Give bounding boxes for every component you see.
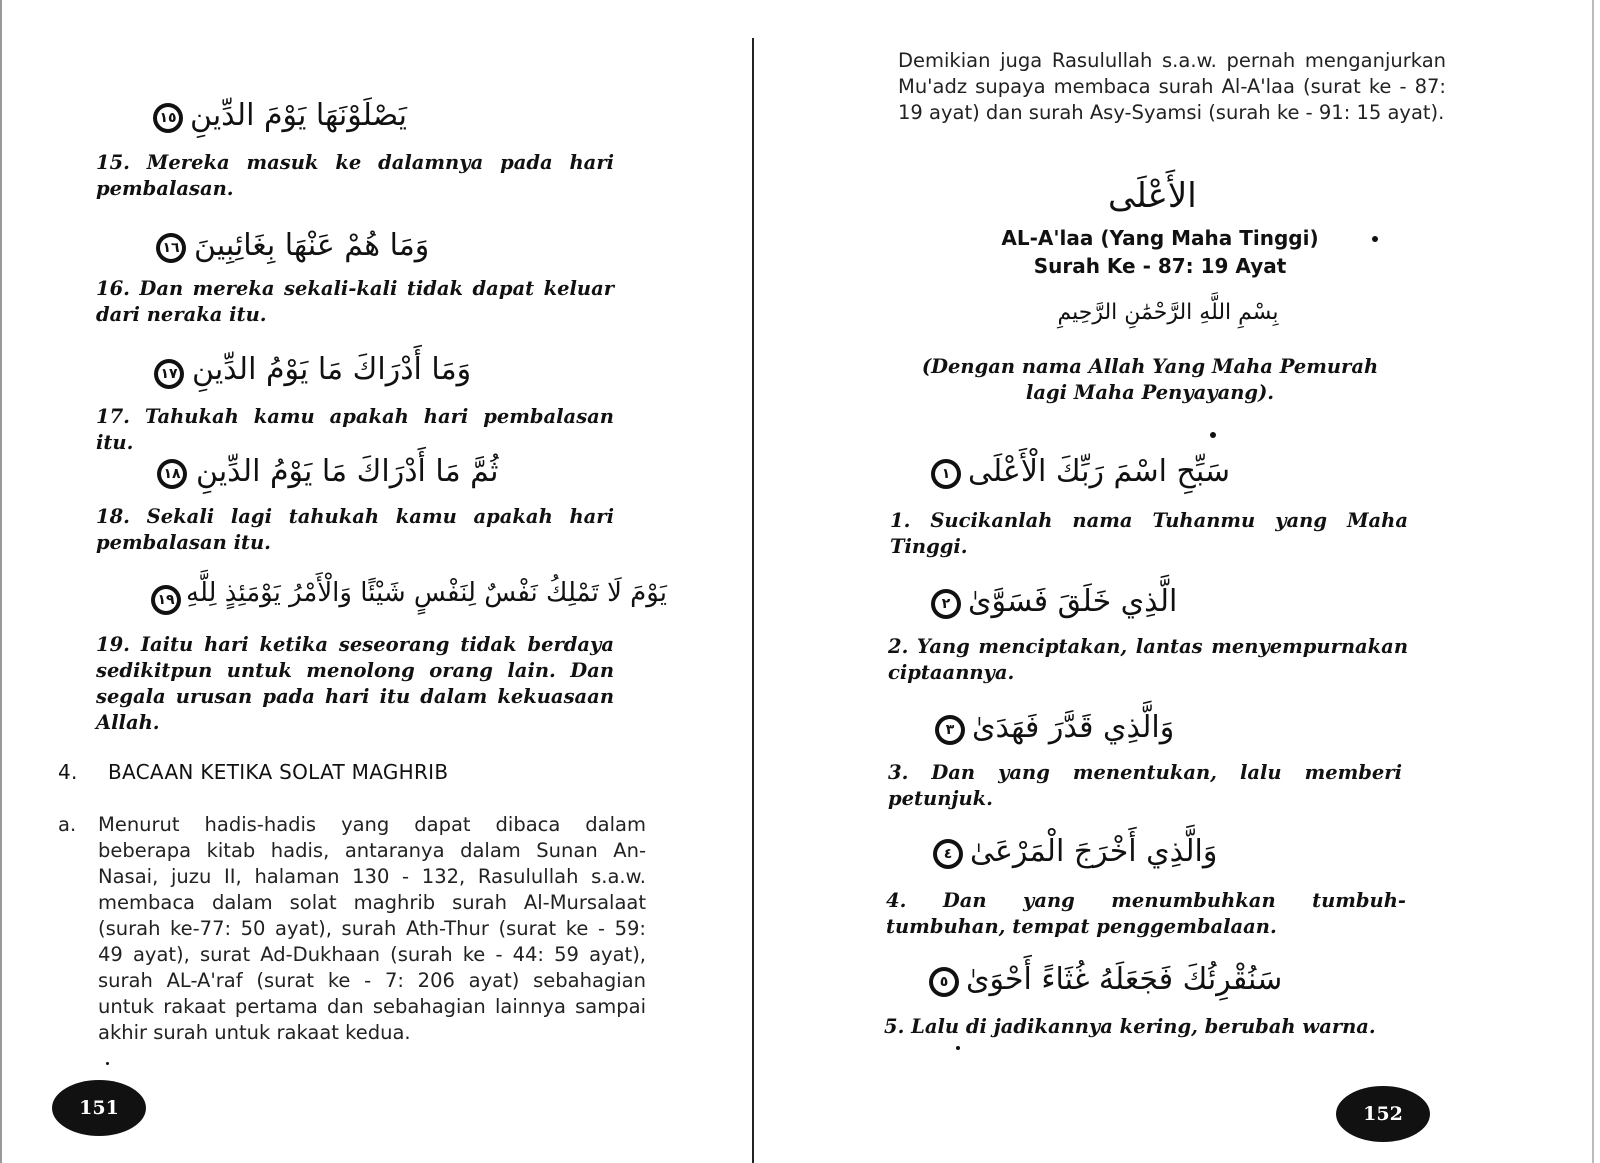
section-number: 4.: [58, 760, 78, 784]
intro-paragraph: Demikian juga Rasulullah s.a.w. pernah menganjurkan Mu'adz supaya membaca surah Al-A'laa (surat ke - 87: 19 ayat) dan surah Asy-Syamsi (surah ke - 91: 15 ayat).: [898, 49, 1446, 124]
surah-title: AL-A'laa (Yang Maha Tinggi): [1001, 226, 1319, 250]
basmalah-translation: (Dengan nama Allah Yang Maha Pemurah lagi Maha Penyayang).: [921, 355, 1379, 404]
item-label: a.: [58, 813, 77, 836]
ayah-marker: ١٩: [150, 584, 182, 616]
verse-translation: 1. Sucikanlah nama Tuhanmu yang Maha Tinggi.: [890, 509, 1408, 558]
page-edge-left: [0, 0, 2, 1163]
ayah-marker: ٣: [934, 714, 966, 746]
arabic-verse: الَّذِي خَلَقَ فَسَوَّىٰ: [968, 584, 1178, 619]
basmalah: بِسْمِ اللَّهِ الرَّحْمَٰنِ الرَّحِيمِ: [1057, 300, 1279, 325]
verse-translation: 4. Dan yang menumbuhkan tumbuh-tumbuhan, tempat penggembalaan.: [886, 889, 1406, 938]
ayah-marker: ١٥: [152, 102, 184, 134]
verse-translation: 2. Yang menciptakan, lantas menyempurnakan ciptaannya.: [888, 635, 1408, 684]
speck: [106, 1062, 109, 1065]
ayah-marker: ١٧: [153, 358, 185, 390]
verse-translation: 16. Dan mereka sekali-kali tidak dapat keluar dari neraka itu.: [96, 277, 614, 326]
arabic-verse: ثُمَّ مَا أَدْرَاكَ مَا يَوْمُ الدِّينِ: [196, 454, 499, 489]
item-paragraph: Menurut hadis-hadis yang dapat dibaca dalam beberapa kitab hadis, antaranya dalam Sunan An-Nasai, juzu II, halaman 130 - 132, Rasulullah s.a.w. membaca dalam solat maghrib surah Al-Mursalaat (surah ke-77: 50 ayat), surah Ath-Thur (surat ke - 59: 49 ayat), surat Ad-Dukhaan (surah ke - 44: 59 ayat), surah AL-A'raf (surat ke - 7: 206 ayat) sebahagian untuk rakaat pertama dan sebahagian lainnya sampai akhir surah untuk rakaat kedua.: [98, 813, 646, 1044]
surah-name-arabic: الأَعْلَى: [1108, 176, 1197, 216]
verse-translation: 18. Sekali lagi tahukah kamu apakah hari pembalasan itu.: [96, 505, 614, 554]
page-edge-right: [1592, 0, 1594, 1163]
ayah-marker: ٥: [928, 966, 960, 998]
arabic-verse: وَالَّذِي قَدَّرَ فَهَدَىٰ: [972, 710, 1175, 745]
page-number-left: 151: [52, 1080, 146, 1136]
section-title: BACAAN KETIKA SOLAT MAGHRIB: [108, 760, 449, 784]
arabic-verse: وَمَا أَدْرَاكَ مَا يَوْمُ الدِّينِ: [192, 352, 472, 387]
arabic-verse: وَالَّذِي أَخْرَجَ الْمَرْعَىٰ: [970, 834, 1218, 869]
bullet-dot: [956, 1046, 960, 1050]
ayah-marker: ١٨: [156, 458, 188, 490]
verse-translation: 3. Dan yang menentukan, lalu memberi petunjuk.: [888, 761, 1402, 810]
verse-translation: 19. Iaitu hari ketika seseorang tidak berdaya sedikitpun untuk menolong orang lain. Dan segala urusan pada hari itu dalam kekuasaan Allah.: [96, 633, 614, 734]
verse-translation: 5. Lalu di jadikannya kering, berubah warna.: [884, 1015, 1376, 1038]
bullet-dot: [1210, 432, 1216, 438]
verse-translation: 17. Tahukah kamu apakah hari pembalasan itu.: [96, 405, 614, 454]
arabic-verse: يَوْمَ لَا تَمْلِكُ نَفْسٌ لِنَفْسٍ شَيْئًا وَالْأَمْرُ يَوْمَئِذٍ لِلَّهِ: [186, 578, 667, 608]
bullet-dot: [1372, 236, 1378, 242]
basmalah-line: [1018, 300, 1318, 325]
arabic-verse: يَصْلَوْنَهَا يَوْمَ الدِّينِ: [190, 98, 408, 133]
arabic-verse: وَمَا هُمْ عَنْهَا بِغَائِبِينَ: [194, 228, 430, 263]
book-gutter: [752, 38, 754, 1163]
ayah-marker: ٤: [932, 838, 964, 870]
ayah-marker: ١٦: [155, 232, 187, 264]
page-number-right: 152: [1336, 1086, 1430, 1142]
verse-translation: 15. Mereka masuk ke dalamnya pada hari pembalasan.: [96, 151, 614, 200]
surah-subtitle: Surah Ke - 87: 19 Ayat: [1033, 254, 1287, 278]
arabic-verse: سَنُقْرِئُكَ فَجَعَلَهُ غُثَاءً أَحْوَىٰ: [966, 962, 1283, 997]
ayah-marker: ١: [930, 458, 962, 490]
arabic-verse: سَبِّحِ اسْمَ رَبِّكَ الْأَعْلَى: [968, 454, 1231, 489]
ayah-marker: ٢: [930, 588, 962, 620]
